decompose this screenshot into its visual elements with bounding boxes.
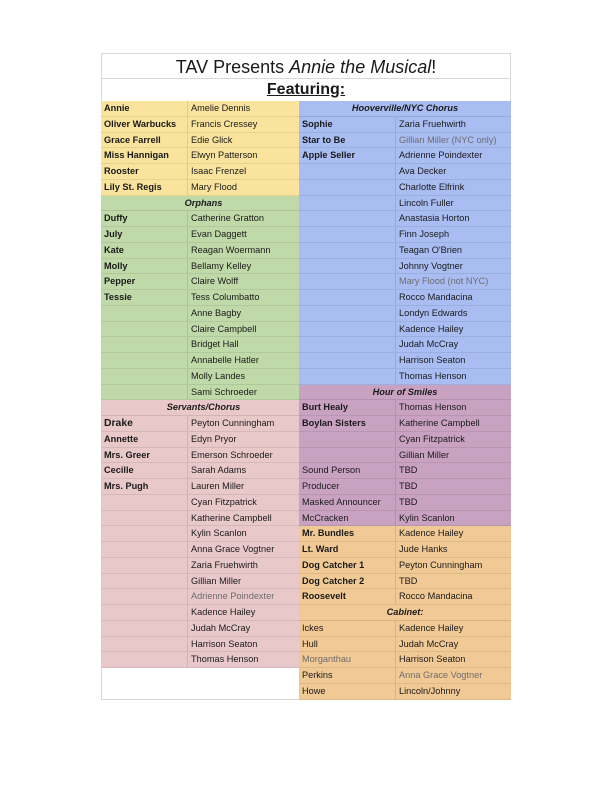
role-cell: Molly [101, 259, 188, 274]
actor-cell: Kadence Hailey [399, 528, 464, 539]
cast-row [101, 164, 306, 180]
actor-cell: TBD [399, 496, 418, 507]
actor-cell: Zaria Fruehwirth [191, 559, 258, 570]
actor-cell: Peyton Cunningham [399, 559, 483, 570]
cast-row [101, 605, 306, 621]
cast-row [299, 274, 511, 290]
actor-cell: Katherine Campbell [191, 512, 272, 523]
cast-row [101, 369, 306, 385]
role-cell [101, 652, 188, 667]
cast-row [299, 243, 511, 259]
cast-row [299, 227, 511, 243]
role-cell: Sound Person [299, 463, 396, 478]
actor-cell: Mary Flood (not NYC) [399, 276, 489, 287]
cast-row [299, 306, 511, 322]
cast-row [101, 306, 306, 322]
cast-row [299, 117, 511, 133]
cast-row [101, 574, 306, 590]
cast-row [299, 652, 511, 668]
featuring-label: Featuring: [266, 81, 346, 98]
role-cell [299, 290, 396, 305]
role-cell [101, 369, 188, 384]
cast-row [299, 463, 511, 479]
cast-row [101, 259, 306, 275]
role-cell: Rooster [101, 164, 188, 179]
role-cell [299, 274, 396, 289]
role-cell: Dog Catcher 2 [299, 574, 396, 589]
role-cell: Hull [299, 637, 396, 652]
actor-cell: Lincoln/Johnny [399, 685, 461, 696]
cast-row [101, 463, 306, 479]
actor-cell: Annabelle Hatler [191, 355, 259, 365]
cast-row [299, 637, 511, 653]
actor-cell: Judah McCray [399, 638, 459, 649]
actor-cell: Evan Daggett [191, 229, 247, 239]
actor-cell: Kadence Hailey [191, 607, 256, 617]
actor-cell: Cyan Fitzpatrick [191, 496, 257, 507]
cast-row [299, 259, 511, 275]
actor-cell: Francis Cressey [191, 118, 258, 129]
section-header-cabinet: Cabinet: [299, 605, 511, 621]
cast-row [299, 164, 511, 180]
cast-row [299, 400, 511, 416]
role-cell [299, 164, 396, 179]
actor-cell: Claire Campbell [191, 323, 257, 334]
actor-cell: Emerson Schroeder [191, 449, 273, 460]
cast-row [299, 448, 511, 464]
actor-cell: Kylin Scanlon [191, 528, 247, 539]
cast-row [101, 495, 306, 511]
section-header-orphans: Orphans [101, 196, 306, 212]
role-cell: Boylan Sisters [299, 416, 396, 431]
actor-cell: Elwyn Patterson [191, 150, 258, 161]
role-cell: Miss Hannigan [101, 148, 188, 163]
role-cell: Perkins [299, 668, 396, 683]
role-cell: Oliver Warbucks [101, 117, 188, 132]
actor-cell: TBD [399, 465, 418, 476]
actor-cell: Judah McCray [399, 339, 459, 350]
role-cell: Apple Seller [299, 148, 396, 163]
role-cell: Dog Catcher 1 [299, 558, 396, 573]
role-cell: Kate [101, 243, 188, 258]
actor-cell: Sami Schroeder [191, 386, 257, 397]
featuring-heading [101, 79, 511, 101]
actor-cell: Catherine Gratton [191, 213, 265, 224]
actor-cell: Kadence Hailey [399, 323, 464, 334]
actor-cell: Rocco Mandacina [399, 292, 473, 302]
actor-cell: TBD [399, 575, 418, 586]
cast-row [101, 290, 306, 306]
cast-row [299, 369, 511, 385]
hooverville-section [299, 101, 511, 385]
actor-cell: Anna Grace Vogtner [191, 544, 275, 554]
actor-cell: Rocco Mandacina [399, 591, 473, 602]
cast-row [299, 337, 511, 353]
role-cell: Cecille [101, 463, 188, 478]
actor-cell: Adrienne Poindexter [191, 591, 275, 602]
role-cell: Annie [101, 101, 188, 116]
role-cell: Mr. Bundles [299, 526, 396, 541]
role-cell: Sophie [299, 117, 396, 132]
role-cell: Roosevelt [299, 589, 396, 604]
actor-cell: Molly Landes [191, 370, 246, 381]
actor-cell: Judah McCray [191, 622, 251, 633]
section-header-smiles: Hour of Smiles [299, 385, 511, 401]
role-cell: Tessie [101, 290, 188, 305]
actor-cell: Johnny Vogtner [399, 260, 463, 271]
role-cell: Drake [101, 416, 188, 431]
cast-row [299, 479, 511, 495]
cast-row [101, 117, 306, 133]
cast-row [101, 479, 306, 495]
cast-row [101, 589, 306, 605]
role-cell [101, 621, 188, 636]
role-cell: Star to Be [299, 133, 396, 148]
cast-row [101, 353, 306, 369]
title-show: Annie the Musical [289, 57, 432, 77]
cast-row [101, 101, 306, 117]
actor-cell: Katherine Campbell [399, 418, 480, 428]
actor-cell: Edie Glick [191, 134, 233, 145]
role-cell [299, 353, 396, 368]
actor-cell: Teagan O'Brien [399, 244, 463, 255]
role-cell [101, 322, 188, 337]
actor-cell: Thomas Henson [399, 402, 467, 413]
cast-row [101, 526, 306, 542]
role-cell: Mrs. Greer [101, 448, 188, 463]
cast-row [101, 180, 306, 196]
cast-row [299, 196, 511, 212]
right-column [299, 101, 511, 700]
role-cell: Morganthau [299, 652, 396, 667]
cast-columns [101, 101, 511, 700]
role-cell [101, 337, 188, 352]
actor-cell: Harrison Seaton [399, 355, 466, 365]
cast-list-sheet [101, 53, 511, 700]
role-cell: Annette [101, 432, 188, 447]
role-cell [101, 574, 188, 589]
role-cell [101, 558, 188, 573]
role-cell: Lt. Ward [299, 542, 396, 557]
left-column [101, 101, 306, 700]
actor-cell: Gillian Miller [399, 449, 450, 460]
servants-section [101, 400, 306, 668]
actor-cell: Ava Decker [399, 166, 447, 176]
cast-row [299, 574, 511, 590]
role-cell: Masked Announcer [299, 495, 396, 510]
title-prefix: TAV Presents [175, 57, 290, 77]
misc-roles-section [299, 526, 511, 605]
cast-row [299, 621, 511, 637]
cast-row [299, 416, 511, 432]
cast-row [101, 432, 306, 448]
cast-row [101, 337, 306, 353]
actor-cell: Zaria Fruehwirth [399, 118, 466, 129]
title-suffix: ! [431, 57, 437, 77]
role-cell [299, 432, 396, 447]
smiles-section [299, 385, 511, 527]
role-cell [299, 211, 396, 226]
cast-row [299, 526, 511, 542]
cast-row [299, 668, 511, 684]
role-cell [299, 448, 396, 463]
role-cell [299, 180, 396, 195]
actor-cell: Cyan Fitzpatrick [399, 433, 465, 444]
actor-cell: Thomas Henson [399, 370, 467, 381]
role-cell [299, 227, 396, 242]
role-cell [101, 605, 188, 620]
role-cell: July [101, 227, 188, 242]
actor-cell: Bridget Hall [191, 339, 239, 350]
cast-row [101, 385, 306, 401]
cast-row [299, 558, 511, 574]
cast-row [299, 684, 511, 700]
cast-row [299, 542, 511, 558]
section-header-servants: Servants/Chorus [101, 400, 306, 416]
role-cell [101, 637, 188, 652]
role-cell [299, 196, 396, 211]
actor-cell: Sarah Adams [191, 465, 247, 476]
cast-row [299, 290, 511, 306]
role-cell: Ickes [299, 621, 396, 636]
role-cell [101, 385, 188, 400]
cast-row [299, 511, 511, 527]
role-cell: McCracken [299, 511, 396, 526]
role-cell [101, 542, 188, 557]
cast-row [101, 148, 306, 164]
role-cell [299, 306, 396, 321]
cast-row [299, 180, 511, 196]
cast-row [299, 353, 511, 369]
actor-cell: Adrienne Poindexter [399, 150, 483, 161]
actor-cell: Charlotte Elfrink [399, 181, 465, 192]
cast-row [299, 495, 511, 511]
cast-row [299, 148, 511, 164]
role-cell: Mrs. Pugh [101, 479, 188, 494]
section-header-hooverville: Hooverville/NYC Chorus [299, 101, 511, 117]
cast-row [101, 133, 306, 149]
cast-row [101, 416, 306, 432]
cast-row [299, 211, 511, 227]
role-cell: Grace Farrell [101, 133, 188, 148]
actor-cell: Thomas Henson [191, 654, 259, 665]
role-cell [101, 306, 188, 321]
role-cell [299, 322, 396, 337]
actor-cell: Tess Columbatto [191, 292, 260, 302]
actor-cell: Isaac Frenzel [191, 166, 247, 176]
cabinet-section [299, 605, 511, 700]
role-cell: Pepper [101, 274, 188, 289]
cast-row [101, 227, 306, 243]
actor-cell: Lauren Miller [191, 481, 245, 491]
actor-cell: Claire Wolff [191, 276, 239, 287]
actor-cell: Gillian Miller [191, 575, 242, 586]
actor-cell: Londyn Edwards [399, 307, 468, 318]
role-cell [101, 589, 188, 604]
actor-cell: Anne Bagby [191, 307, 242, 318]
role-cell [299, 337, 396, 352]
role-cell: Producer [299, 479, 396, 494]
actor-cell: TBD [399, 481, 418, 491]
role-cell [299, 243, 396, 258]
actor-cell: Edyn Pryor [191, 433, 237, 444]
cast-row [101, 558, 306, 574]
cast-row [101, 243, 306, 259]
actor-cell: Kadence Hailey [399, 622, 464, 633]
cast-row [101, 542, 306, 558]
page-title [101, 53, 511, 79]
actor-cell: Jude Hanks [399, 544, 448, 554]
actor-cell: Anna Grace Vogtner [399, 670, 483, 680]
actor-cell: Peyton Cunningham [191, 418, 275, 428]
role-cell: Duffy [101, 211, 188, 226]
role-cell: Burt Healy [299, 400, 396, 415]
actor-cell: Harrison Seaton [399, 654, 466, 665]
actor-cell: Mary Flood [191, 181, 237, 192]
cast-row [101, 274, 306, 290]
cast-row [101, 448, 306, 464]
role-cell [299, 259, 396, 274]
cast-row [299, 589, 511, 605]
actor-cell: Anastasia Horton [399, 213, 470, 224]
cast-row [299, 432, 511, 448]
cast-row [101, 621, 306, 637]
orphans-section [101, 196, 306, 401]
cast-row [101, 652, 306, 668]
empty-cell [101, 668, 306, 700]
actor-cell: Finn Joseph [399, 229, 450, 239]
cast-row [101, 637, 306, 653]
actor-cell: Gillian Miller (NYC only) [399, 134, 497, 145]
role-cell: Howe [299, 684, 396, 699]
role-cell [299, 369, 396, 384]
cast-row [299, 133, 511, 149]
role-cell [101, 526, 188, 541]
cast-row [101, 511, 306, 527]
role-cell [101, 511, 188, 526]
cast-row [101, 322, 306, 338]
actor-cell: Bellamy Kelley [191, 260, 252, 271]
actor-cell: Reagan Woermann [191, 244, 271, 255]
actor-cell: Amelie Dennis [191, 103, 251, 113]
cast-row [299, 322, 511, 338]
actor-cell: Lincoln Fuller [399, 197, 454, 208]
role-cell [101, 495, 188, 510]
role-cell [101, 353, 188, 368]
cast-row [101, 211, 306, 227]
role-cell: Lily St. Regis [101, 180, 188, 195]
principals-section [101, 101, 306, 196]
actor-cell: Harrison Seaton [191, 638, 258, 649]
actor-cell: Kylin Scanlon [399, 512, 455, 523]
